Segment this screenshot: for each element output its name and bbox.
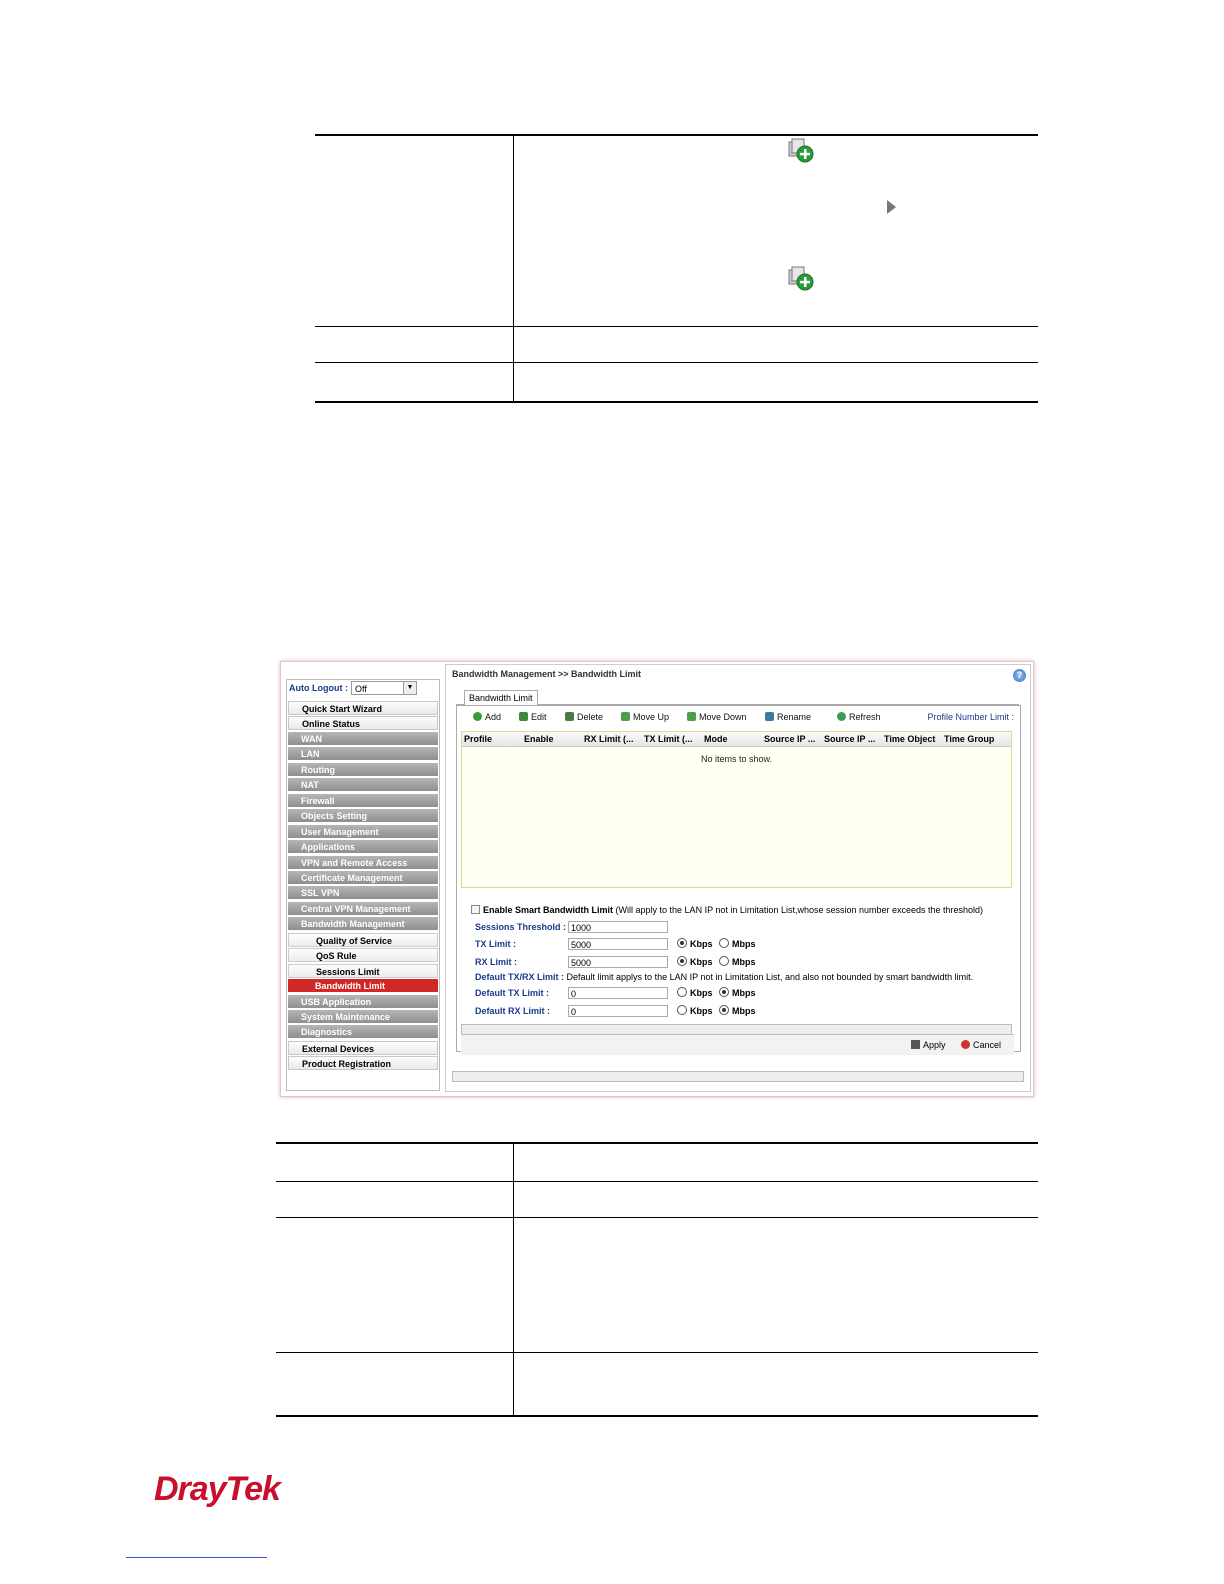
rx-mbps-radio[interactable]: Mbps (719, 956, 756, 968)
arrow-up-icon (621, 712, 630, 721)
edit-icon (519, 712, 528, 721)
arrow-down-icon (687, 712, 696, 721)
save-icon (911, 1040, 920, 1049)
sidebar-item-quality-of-service[interactable]: Quality of Service (288, 933, 438, 947)
sidebar-item-user-management[interactable]: User Management (288, 825, 438, 839)
refresh-button[interactable]: Refresh (837, 710, 881, 724)
rename-button[interactable]: Rename (765, 710, 811, 724)
move-up-button[interactable]: Move Up (621, 710, 669, 724)
delete-button[interactable]: Delete (565, 710, 603, 724)
chevron-down-icon: ▼ (403, 682, 416, 694)
footer-link-line (126, 1557, 267, 1558)
apply-button[interactable]: Apply (911, 1039, 946, 1051)
trash-icon (565, 712, 574, 721)
sidebar-item-product-registration[interactable]: Product Registration (288, 1056, 438, 1070)
sidebar (286, 679, 440, 1091)
grid-column-header[interactable]: Time Group (944, 734, 995, 744)
cancel-button[interactable]: Cancel (961, 1039, 1001, 1051)
sessions-threshold-input[interactable]: 1000 (568, 921, 668, 933)
sidebar-item-certificate-management[interactable]: Certificate Management (288, 871, 438, 885)
add-button[interactable]: Add (473, 710, 501, 724)
empty-message: No items to show. (700, 754, 773, 764)
default-rx-mbps-radio[interactable]: Mbps (719, 1005, 756, 1017)
grid-column-header[interactable]: Mode (704, 734, 728, 744)
grid-column-header[interactable]: Profile (464, 734, 493, 744)
main-content (445, 664, 1031, 1092)
grid-column-header[interactable]: Source IP ... (824, 734, 876, 744)
sidebar-item-diagnostics[interactable]: Diagnostics (288, 1025, 438, 1039)
sidebar-item-wan[interactable]: WAN (288, 732, 438, 746)
play-arrow-icon (887, 200, 896, 214)
profile-number-limit: Profile Number Limit : (927, 712, 1014, 722)
outer-horizontal-scrollbar[interactable] (452, 1071, 1024, 1082)
grid-header (462, 732, 1011, 747)
sidebar-item-sessions-limit[interactable]: Sessions Limit (288, 964, 438, 978)
sessions-threshold-row: Sessions Threshold : (475, 922, 567, 932)
smart-limit-checkbox[interactable] (471, 905, 480, 914)
sidebar-item-bandwidth-management[interactable]: Bandwidth Management (288, 917, 438, 931)
horizontal-scrollbar[interactable] (461, 1024, 1012, 1035)
sidebar-item-applications[interactable]: Applications (288, 840, 438, 854)
grid-column-header[interactable]: Source IP ... (764, 734, 816, 744)
default-txrx-row: Default TX/RX Limit : Default limit applys to the LAN IP not in Limitation List, and also not bounded by smart bandwidth limit. (475, 972, 974, 982)
default-rx-row: Default RX Limit : (475, 1006, 551, 1016)
sidebar-item-lan[interactable]: LAN (288, 747, 438, 761)
help-icon[interactable]: ? (1013, 669, 1026, 682)
toolbar (461, 708, 1014, 726)
sidebar-item-central-vpn-management[interactable]: Central VPN Management (288, 902, 438, 916)
default-tx-row: Default TX Limit : (475, 988, 549, 998)
breadcrumb: Bandwidth Management >> Bandwidth Limit (452, 669, 642, 679)
profile-grid (461, 731, 1012, 888)
tx-limit-input[interactable]: 5000 (568, 938, 668, 950)
default-rx-input[interactable]: 0 (568, 1005, 668, 1017)
move-down-button[interactable]: Move Down (687, 710, 747, 724)
sidebar-item-objects-setting[interactable]: Objects Setting (288, 809, 438, 823)
grid-column-header[interactable]: Time Object (884, 734, 936, 744)
tx-kbps-radio[interactable]: Kbps (677, 938, 713, 950)
sidebar-item-external-devices[interactable]: External Devices (288, 1041, 438, 1055)
tab-strip (456, 690, 1019, 705)
rx-kbps-radio[interactable]: Kbps (677, 956, 713, 968)
add-profile-icon (787, 138, 815, 164)
doc-table-top (315, 134, 1038, 403)
rename-icon (765, 712, 774, 721)
default-tx-mbps-radio[interactable]: Mbps (719, 987, 756, 999)
doc-table-bottom (276, 1142, 1038, 1417)
default-tx-kbps-radio[interactable]: Kbps (677, 987, 713, 999)
sidebar-item-system-maintenance[interactable]: System Maintenance (288, 1010, 438, 1024)
smart-limit-row: Enable Smart Bandwidth Limit (Will apply to the LAN IP not in Limitation List,whose session number exceeds the threshold) (471, 904, 983, 916)
tx-limit-row: TX Limit : (475, 939, 516, 949)
rx-limit-input[interactable]: 5000 (568, 956, 668, 968)
grid-column-header[interactable]: RX Limit (... (584, 734, 634, 744)
sidebar-item-ssl-vpn[interactable]: SSL VPN (288, 886, 438, 900)
tx-mbps-radio[interactable]: Mbps (719, 938, 756, 950)
edit-button[interactable]: Edit (519, 710, 547, 724)
draytek-logo: DrayTek (154, 1470, 280, 1508)
sidebar-item-usb-application[interactable]: USB Application (288, 995, 438, 1009)
grid-column-header[interactable]: Enable (524, 734, 554, 744)
default-rx-kbps-radio[interactable]: Kbps (677, 1005, 713, 1017)
bandwidth-limit-panel (456, 705, 1021, 1052)
default-tx-input[interactable]: 0 (568, 987, 668, 999)
add-icon (473, 712, 482, 721)
auto-logout-select[interactable]: Off ▼ (351, 681, 417, 695)
router-screenshot (280, 661, 1034, 1097)
tab-bandwidth-limit[interactable]: Bandwidth Limit (464, 690, 538, 706)
refresh-icon (837, 712, 846, 721)
grid-column-header[interactable]: TX Limit (... (644, 734, 693, 744)
add-profile-icon (787, 266, 815, 292)
sidebar-item-vpn-and-remote-access[interactable]: VPN and Remote Access (288, 856, 438, 870)
rx-limit-row: RX Limit : (475, 957, 517, 967)
sidebar-item-routing[interactable]: Routing (288, 763, 438, 777)
close-icon (961, 1040, 970, 1049)
sidebar-item-quick-start-wizard[interactable]: Quick Start Wizard (288, 701, 438, 715)
sidebar-item-bandwidth-limit[interactable]: Bandwidth Limit (288, 979, 438, 993)
sidebar-item-nat[interactable]: NAT (288, 778, 438, 792)
sidebar-item-online-status[interactable]: Online Status (288, 716, 438, 730)
sidebar-item-firewall[interactable]: Firewall (288, 794, 438, 808)
button-bar (461, 1034, 1014, 1055)
auto-logout-label: Auto Logout : (289, 683, 348, 693)
sidebar-item-qos-rule[interactable]: QoS Rule (288, 948, 438, 962)
